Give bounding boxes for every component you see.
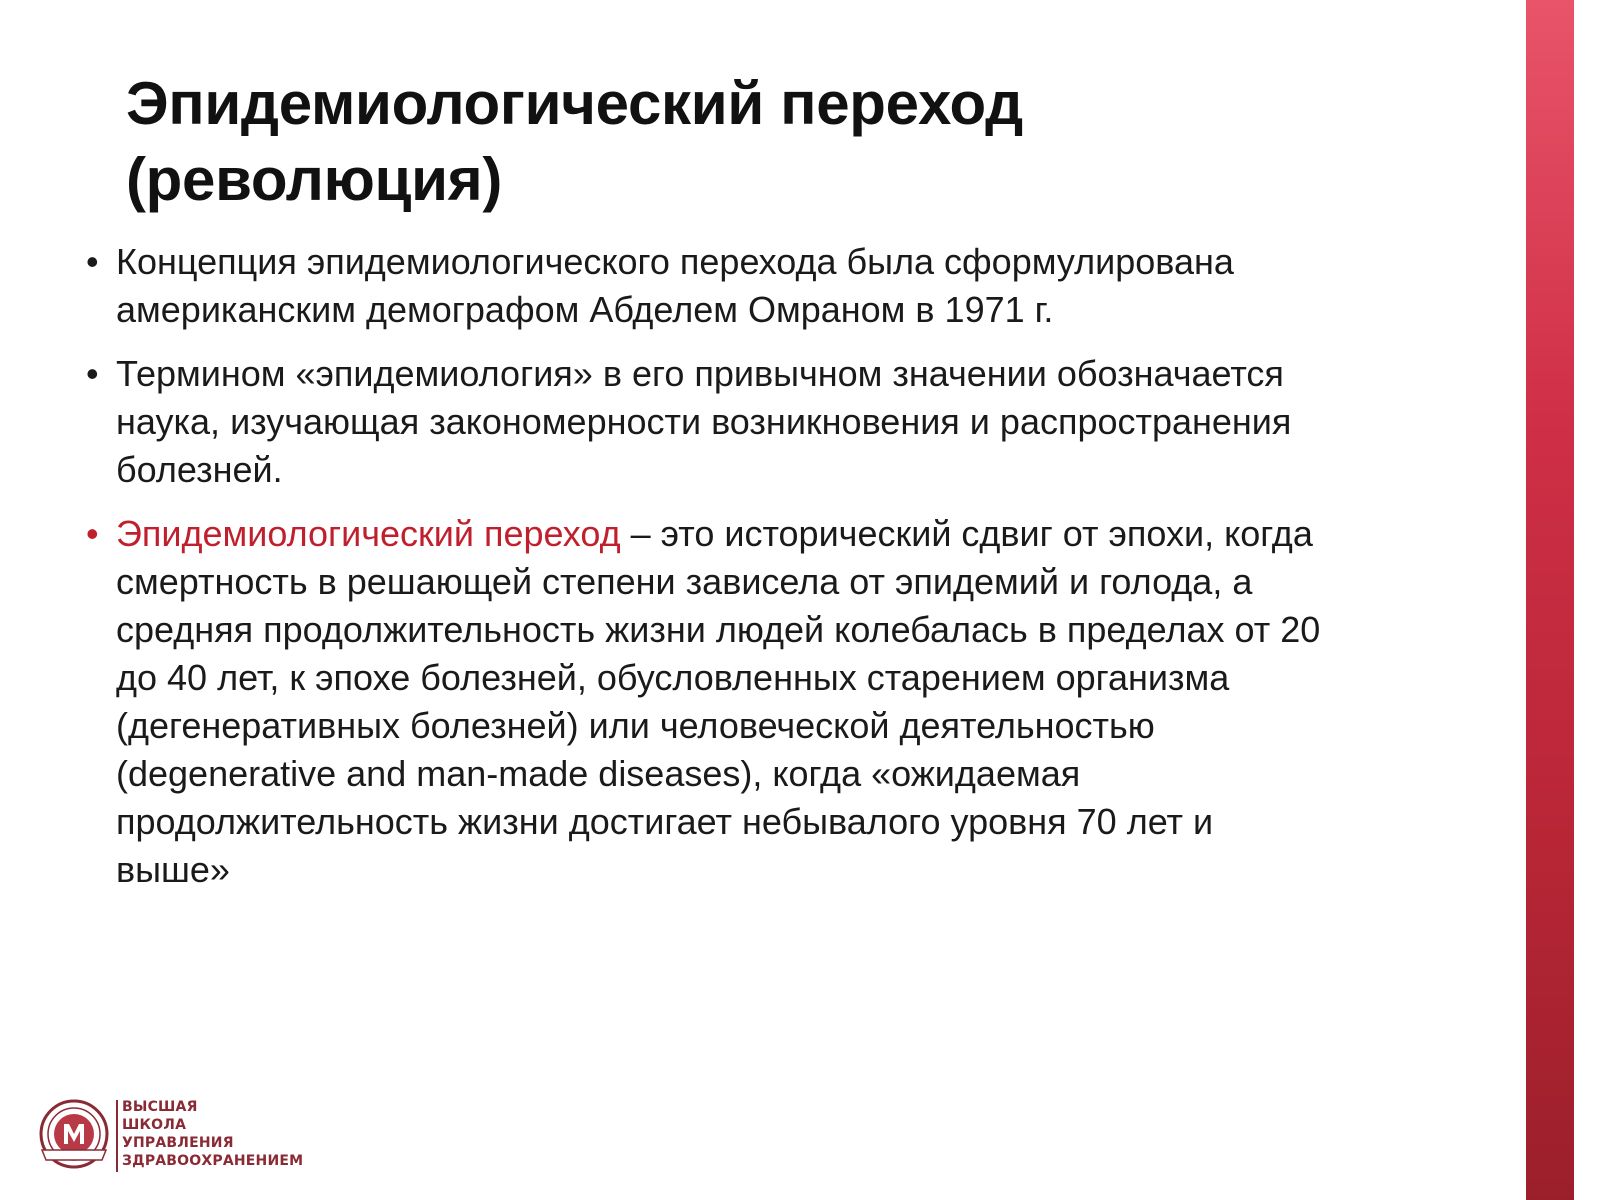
bullet-text-line: до 40 лет, к эпохе болезней, обусловленных старением организма: [116, 657, 1230, 698]
bullet-text-line: Концепция эпидемиологического перехода была сформулирована: [116, 241, 1234, 282]
bullet-dot-icon: •: [86, 513, 99, 554]
logo-text-line: ВЫСШАЯ: [122, 1099, 198, 1115]
logo-text: [122, 1098, 303, 1170]
bullet-dot-icon: •: [86, 353, 99, 394]
bullet-text-line: выше»: [116, 849, 230, 890]
logo-divider: [116, 1100, 118, 1172]
bullet-text-line: (дегенеративных болезней) или человеческой деятельностью: [116, 705, 1155, 746]
logo-text-line: ШКОЛА: [122, 1117, 187, 1133]
bullet-item: [86, 350, 1486, 494]
side-accent-bar: [1526, 0, 1574, 1200]
school-logo: [38, 1098, 338, 1178]
bullet-text-line: Термином «эпидемиология» в его привычном значении обозначается: [116, 353, 1284, 394]
bullet-text-line: смертность в решающей степени зависела от эпидемий и голода, а: [116, 561, 1253, 602]
bullet-text-line: болезней.: [116, 449, 283, 490]
bullet-text-fragment: – это исторический сдвиг от эпохи, когда: [620, 513, 1313, 554]
bullet-dot-icon: •: [86, 241, 99, 282]
bullet-item: [86, 510, 1486, 894]
title-line: (революция): [126, 146, 503, 213]
bullet-list: [86, 238, 1486, 910]
title-line: Эпидемиологический переход: [126, 70, 1023, 137]
bullet-item: [86, 238, 1486, 334]
bullet-text-line: [116, 510, 1486, 558]
slide-title: [126, 66, 1386, 218]
highlighted-term: Эпидемиологический переход: [116, 513, 621, 554]
bullet-text-line: американским демографом Абделем Омраном в 1971 г.: [116, 289, 1054, 330]
bullet-text-line: наука, изучающая закономерности возникновения и распространения: [116, 401, 1292, 442]
bullet-text-line: (degenerative and man-made diseases), когда «ожидаемая: [116, 753, 1081, 794]
bullet-text-line: продолжительность жизни достигает небывалого уровня 70 лет и: [116, 801, 1214, 842]
university-seal-icon: [38, 1098, 110, 1170]
bullet-text-line: средняя продолжительность жизни людей колебалась в пределах от 20: [116, 609, 1321, 650]
logo-text-line: ЗДРАВООХРАНЕНИЕМ: [122, 1153, 304, 1169]
logo-text-line: УПРАВЛЕНИЯ: [122, 1135, 234, 1151]
